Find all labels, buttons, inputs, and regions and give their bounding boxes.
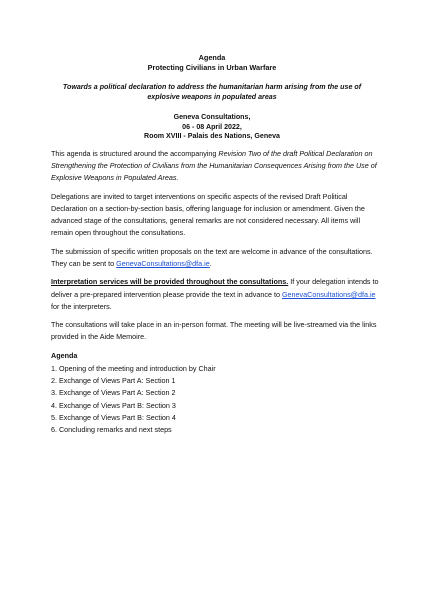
document-subtitle (50, 83, 374, 102)
email-link-interpreters[interactable]: GenevaConsultations@dfa.ie (281, 289, 376, 299)
document-subject: Protecting Civilians in Urban Warfare (147, 62, 277, 72)
venue-location: Room XVIII - Palais des Nations, Geneva (143, 132, 280, 140)
agenda-item: 2. Exchange of Views Part A: Section 1 (51, 376, 176, 386)
paragraph-structure-intro: This agenda is structured around the accompanying (51, 149, 219, 158)
subtitle-line-1: Towards a political declaration to address the humanitarian harm arising from the use of (62, 83, 362, 91)
interpretation-end: for the interpreters. (51, 301, 112, 311)
agenda-item: 5. Exchange of Views Part B: Section 4 (51, 412, 176, 422)
agenda-heading: Agenda (51, 350, 78, 360)
agenda-item: 4. Exchange of Views Part B: Section 3 (51, 400, 176, 410)
document-header (0, 53, 424, 72)
submissions-text: The submission of specific written proposals on the text are welcome in advance of the consultations. They can be sent to (51, 246, 373, 268)
subtitle-line-2: explosive weapons in populated areas (147, 92, 277, 101)
document-title: Agenda (198, 53, 226, 62)
agenda-list (51, 363, 381, 436)
email-link[interactable]: GenevaConsultations@dfa.ie (116, 259, 210, 268)
interpretation-text: If your delegation intends to deliver a pre-prepared intervention please provide the text in advance to (51, 277, 379, 299)
venue-dates: 06 - 08 April 2022, (182, 122, 242, 131)
interpretation-notice: Interpretation services will be provided throughout the consultations. (51, 277, 289, 287)
document-body (51, 148, 381, 436)
paragraph-interventions: Delegations are invited to target interventions on specific aspects of the revised Draft Political Declaration on a section-by-section basis, offering language for inclusion or amendment. Given the advanced stage of the consultations, general remarks are not considered necessary. All items will remain open throughout the consultations. (51, 191, 365, 238)
declaration-title: Revision Two of the draft Political Declaration on Strengthening the Protection of Civilians from the Humanitarian Consequences Arising from the Use of Explosive Weapons in Populated Areas. (51, 149, 377, 183)
agenda-item: 3. Exchange of Views Part A: Section 2 (51, 388, 176, 398)
venue-info (0, 113, 424, 142)
submissions-end: . (209, 259, 212, 268)
venue-event: Geneva Consultations, (173, 113, 251, 121)
paragraph-interpretation (51, 276, 381, 313)
paragraph-structure (51, 148, 381, 185)
paragraph-submissions (51, 246, 381, 270)
agenda-item: 6. Concluding remarks and next steps (51, 425, 172, 434)
paragraph-format: The consultations will take place in an in-person format. The meeting will be live-streamed via the links provided in the Aide Memoire. (51, 320, 377, 342)
agenda-item: 1. Opening of the meeting and introduction by Chair (51, 363, 216, 373)
